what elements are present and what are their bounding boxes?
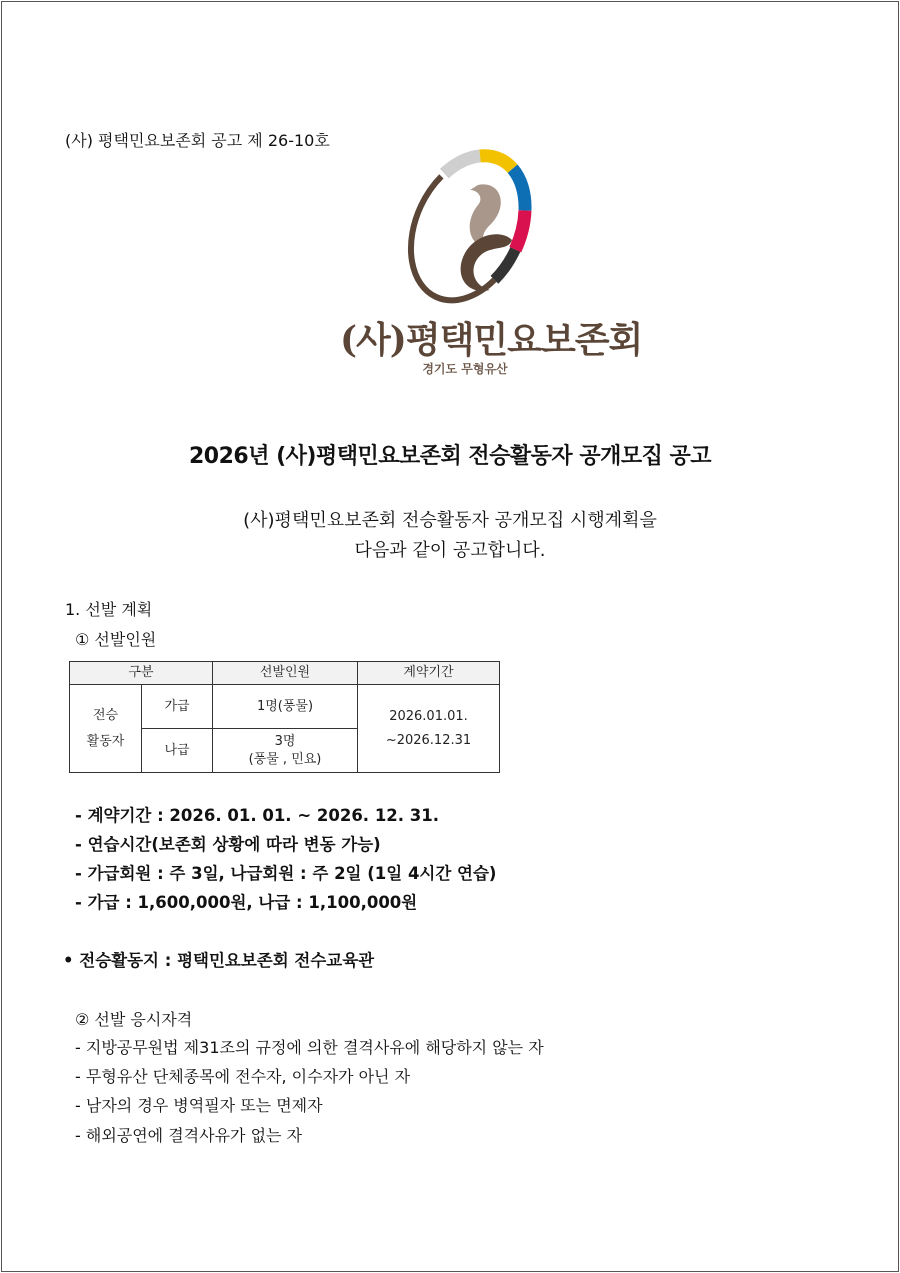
group-line: 활동자: [86, 733, 125, 749]
detail-line: - 계약기간 : 2026. 01. 01. ~ 2026. 12. 31.: [75, 806, 440, 825]
period-line: ~2026.12.31: [385, 732, 472, 748]
detail-line: - 가급회원 : 주 3일, 나급회원 : 주 2일 (1일 4시간 연습): [75, 864, 497, 883]
qualification-item: - 지방공무원법 제31조의 규정에 의한 결격사유에 해당하지 않는 자: [75, 1038, 544, 1057]
document-title: 2026년 (사)평택민요보존회 전승활동자 공개모집 공고: [188, 444, 712, 469]
logo-subtitle: 경기도 무형유산: [422, 362, 508, 376]
intro-line: (사)평택민요보존회 전승활동자 공개모집 시행계획을: [243, 510, 657, 531]
count-line: (풍물 , 민요): [248, 751, 322, 767]
detail-line: - 연습시간(보존회 상황에 따라 변동 가능): [75, 835, 381, 854]
qualification-item: - 남자의 경우 병역필자 또는 면제자: [75, 1096, 323, 1115]
table-cell-grade: 가급: [142, 685, 213, 729]
organization-logo: [330, 145, 590, 315]
count-line: 3명: [274, 733, 296, 749]
table-cell-grade: 나급: [142, 729, 213, 773]
notice-number: (사) 평택민요보존회 공고 제 26-10호: [65, 131, 330, 150]
subsection-heading: ① 선발인원: [75, 630, 157, 649]
period-line: 2026.01.01.: [389, 708, 468, 724]
qualification-item: - 무형유산 단체종목에 전수자, 이수자가 아닌 자: [75, 1067, 411, 1086]
table-header: 선발인원: [213, 662, 358, 685]
table-header: 계약기간: [358, 662, 500, 685]
selection-table: [69, 661, 500, 773]
subsection-heading: ② 선발 응시자격: [75, 1010, 193, 1029]
detail-line: - 가급 : 1,600,000원, 나급 : 1,100,000원: [75, 893, 418, 912]
qualification-item: - 해외공연에 결격사유가 없는 자: [75, 1126, 303, 1145]
table-cell-period: [358, 685, 500, 773]
table-cell-group: [70, 685, 142, 773]
intro-line: 다음과 같이 공고합니다.: [354, 540, 546, 561]
section-heading: 1. 선발 계획: [65, 600, 153, 619]
logo-name: (사)평택민요보존회: [340, 319, 643, 361]
table-cell-count: [213, 729, 358, 773]
group-line: 전승: [92, 707, 119, 723]
table-header: 구분: [70, 662, 213, 685]
table-cell-count: 1명(풍물): [213, 685, 358, 729]
location-line: • 전승활동지 : 평택민요보존회 전수교육관: [63, 951, 375, 970]
